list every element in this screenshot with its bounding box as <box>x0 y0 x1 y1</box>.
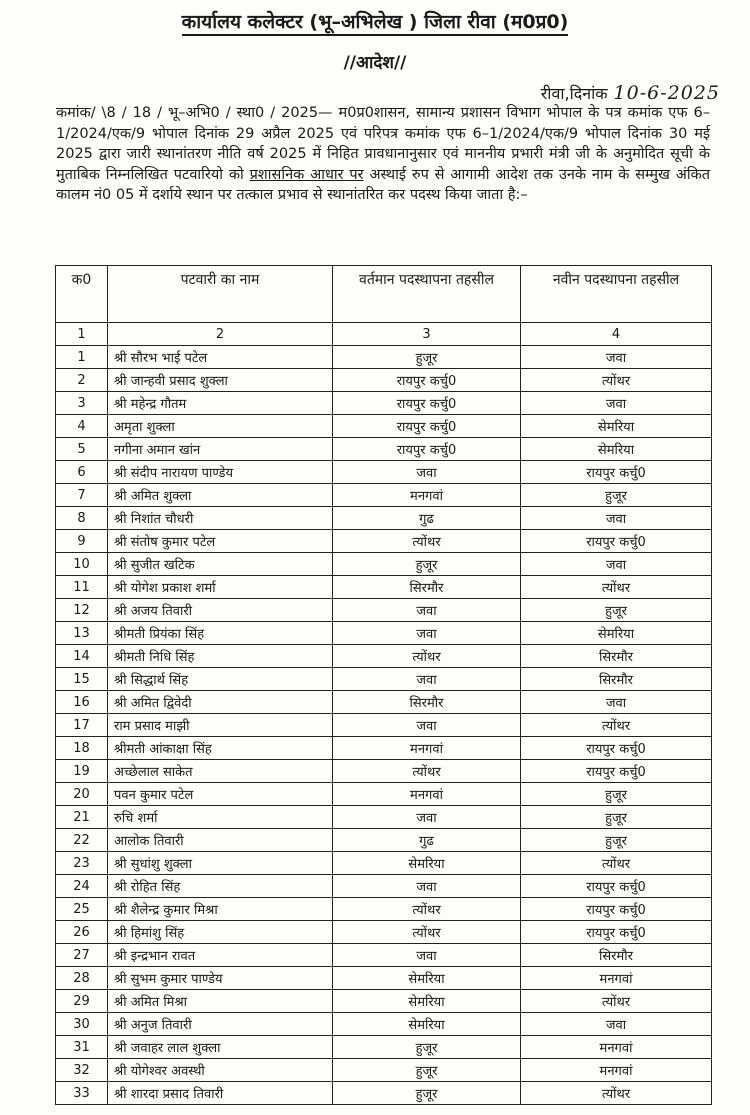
row-name: श्री अमित मिश्रा <box>108 990 333 1013</box>
row-sr: 20 <box>56 783 108 806</box>
row-new-tehsil: सिरमौर <box>521 645 712 668</box>
row-current-tehsil: रायपुर कर्चु0 <box>333 438 521 461</box>
row-new-tehsil: रायपुर कर्चु0 <box>521 760 712 783</box>
col-number: 1 <box>56 323 108 346</box>
row-sr: 10 <box>56 553 108 576</box>
col-number: 3 <box>333 323 521 346</box>
row-name: श्री शैलेन्द्र कुमार मिश्रा <box>108 898 333 921</box>
table-row <box>56 392 712 415</box>
row-current-tehsil: रायपुर कर्चु0 <box>333 369 521 392</box>
row-sr: 17 <box>56 714 108 737</box>
table-row <box>56 599 712 622</box>
row-sr: 3 <box>56 392 108 415</box>
office-title <box>0 8 750 34</box>
row-current-tehsil: सिरमौर <box>333 691 521 714</box>
row-name: श्री जवाहर लाल शुक्ला <box>108 1036 333 1059</box>
row-sr: 5 <box>56 438 108 461</box>
row-current-tehsil: गुढ <box>333 507 521 530</box>
row-name: नगीना अमान खांन <box>108 438 333 461</box>
table-row <box>56 645 712 668</box>
row-new-tehsil: जवा <box>521 507 712 530</box>
row-new-tehsil: मनगवां <box>521 967 712 990</box>
row-name: श्री सुधांशु शुक्ला <box>108 852 333 875</box>
table-row <box>56 806 712 829</box>
row-sr: 12 <box>56 599 108 622</box>
row-new-tehsil: त्योंथर <box>521 852 712 875</box>
row-current-tehsil: हुजूर <box>333 1059 521 1082</box>
row-sr: 8 <box>56 507 108 530</box>
row-name: श्री रोहित सिंह <box>108 875 333 898</box>
row-current-tehsil: सेमरिया <box>333 852 521 875</box>
row-new-tehsil: जवा <box>521 346 712 369</box>
order-heading: //आदेश// <box>343 53 407 73</box>
column-number-row <box>56 323 712 346</box>
table-row <box>56 1036 712 1059</box>
row-current-tehsil: त्योंथर <box>333 760 521 783</box>
row-new-tehsil: रायपुर कर्चु0 <box>521 875 712 898</box>
row-current-tehsil: त्योंथर <box>333 921 521 944</box>
row-sr: 33 <box>56 1082 108 1105</box>
row-current-tehsil: हुजूर <box>333 1036 521 1059</box>
row-sr: 30 <box>56 1013 108 1036</box>
row-name: श्री अनुज तिवारी <box>108 1013 333 1036</box>
row-current-tehsil: त्योंथर <box>333 645 521 668</box>
row-name: श्री सुभम कुमार पाण्डेय <box>108 967 333 990</box>
row-name: श्री अजय तिवारी <box>108 599 333 622</box>
table-row <box>56 714 712 737</box>
row-sr: 28 <box>56 967 108 990</box>
row-new-tehsil: जवा <box>521 553 712 576</box>
table-row <box>56 1059 712 1082</box>
date-handwritten: 10-6-2025 <box>613 82 720 104</box>
row-name: श्री अमित द्विवेदी <box>108 691 333 714</box>
table-row <box>56 553 712 576</box>
table-row <box>56 737 712 760</box>
row-name: श्री योगेश्वर अवस्थी <box>108 1059 333 1082</box>
order-text-part2: अस्थाई रुप से आगामी आदेश तक उनके नाम के सम्मुख अंकित कालम नं0 05 में दर्शाये स्थान पर तत्काल प्रभाव से स्थानांतरित कर पदस्थ किया जाता है:– <box>56 166 711 203</box>
row-sr: 29 <box>56 990 108 1013</box>
row-name: श्री सुजीत खटिक <box>108 553 333 576</box>
table-row <box>56 530 712 553</box>
row-sr: 14 <box>56 645 108 668</box>
row-name: श्री इन्द्रभान रावत <box>108 944 333 967</box>
row-new-tehsil: मनगवां <box>521 1036 712 1059</box>
table-header-row <box>56 266 712 323</box>
row-current-tehsil: हुजूर <box>333 1082 521 1105</box>
row-name: श्री सौरभ भाई पटेल <box>108 346 333 369</box>
row-new-tehsil: रायपुर कर्चु0 <box>521 461 712 484</box>
row-current-tehsil: गुढ <box>333 829 521 852</box>
row-name: श्री निशांत चौधरी <box>108 507 333 530</box>
row-sr: 2 <box>56 369 108 392</box>
row-name: श्री महेन्द्र गौतम <box>108 392 333 415</box>
row-new-tehsil: मनगवां <box>521 1059 712 1082</box>
table-row <box>56 668 712 691</box>
row-current-tehsil: जवा <box>333 461 521 484</box>
row-sr: 9 <box>56 530 108 553</box>
table-row <box>56 967 712 990</box>
table-row <box>56 783 712 806</box>
row-name: श्री सिद्धार्थ सिंह <box>108 668 333 691</box>
col-header-name: पटवारी का नाम <box>108 266 333 323</box>
row-name: अमृता शुक्ला <box>108 415 333 438</box>
col-number: 2 <box>108 323 333 346</box>
row-name: श्री जान्हवी प्रसाद शुक्ला <box>108 369 333 392</box>
row-current-tehsil: हुजूर <box>333 553 521 576</box>
dateline <box>541 82 720 104</box>
row-name: पवन कुमार पटेल <box>108 783 333 806</box>
row-current-tehsil: जवा <box>333 668 521 691</box>
row-new-tehsil: त्योंथर <box>521 714 712 737</box>
row-current-tehsil: मनगवां <box>333 783 521 806</box>
row-sr: 15 <box>56 668 108 691</box>
row-new-tehsil: रायपुर कर्चु0 <box>521 921 712 944</box>
row-sr: 16 <box>56 691 108 714</box>
transfer-table <box>55 265 712 1105</box>
office-title-text: कार्यालय कलेक्टर (भू–अभिलेख ) जिला रीवा (म0प्र0) <box>182 11 569 36</box>
row-new-tehsil: सेमरिया <box>521 415 712 438</box>
table-row <box>56 461 712 484</box>
table-row <box>56 760 712 783</box>
row-name: श्रीमती प्रियंका सिंह <box>108 622 333 645</box>
table-row <box>56 990 712 1013</box>
row-new-tehsil: त्योंथर <box>521 369 712 392</box>
table-row <box>56 898 712 921</box>
row-sr: 27 <box>56 944 108 967</box>
table-body <box>56 346 712 1105</box>
row-new-tehsil: हुजूर <box>521 484 712 507</box>
row-current-tehsil: त्योंथर <box>333 898 521 921</box>
row-current-tehsil: हुजूर <box>333 346 521 369</box>
row-sr: 1 <box>56 346 108 369</box>
date-label: रीवा,दिनांक <box>540 84 608 103</box>
col-number: 4 <box>521 323 712 346</box>
table-row <box>56 346 712 369</box>
table-row <box>56 1082 712 1105</box>
row-sr: 11 <box>56 576 108 599</box>
row-sr: 13 <box>56 622 108 645</box>
row-name: आलोक तिवारी <box>108 829 333 852</box>
row-new-tehsil: रायपुर कर्चु0 <box>521 898 712 921</box>
row-name: रुचि शर्मा <box>108 806 333 829</box>
table-row <box>56 369 712 392</box>
row-new-tehsil: जवा <box>521 1013 712 1036</box>
row-current-tehsil: सेमरिया <box>333 967 521 990</box>
row-current-tehsil: जवा <box>333 944 521 967</box>
row-name: श्री योगेश प्रकाश शर्मा <box>108 576 333 599</box>
row-current-tehsil: मनगवां <box>333 484 521 507</box>
row-name: श्री हिमांशु सिंह <box>108 921 333 944</box>
row-sr: 7 <box>56 484 108 507</box>
row-name: राम प्रसाद माझी <box>108 714 333 737</box>
order-paragraph <box>56 103 710 206</box>
row-current-tehsil: मनगवां <box>333 737 521 760</box>
row-sr: 24 <box>56 875 108 898</box>
row-new-tehsil: सिरमौर <box>521 668 712 691</box>
row-new-tehsil: हुजूर <box>521 599 712 622</box>
table-row <box>56 438 712 461</box>
row-sr: 31 <box>56 1036 108 1059</box>
row-current-tehsil: जवा <box>333 599 521 622</box>
row-current-tehsil: रायपुर कर्चु0 <box>333 392 521 415</box>
row-new-tehsil: हुजूर <box>521 806 712 829</box>
row-current-tehsil: सेमरिया <box>333 990 521 1013</box>
row-sr: 23 <box>56 852 108 875</box>
table-row <box>56 829 712 852</box>
row-current-tehsil: जवा <box>333 806 521 829</box>
table-row <box>56 944 712 967</box>
row-new-tehsil: हुजूर <box>521 829 712 852</box>
table-row <box>56 507 712 530</box>
col-header-new: नवीन पदस्थापना तहसील <box>521 266 712 323</box>
row-name: श्री शारदा प्रसाद तिवारी <box>108 1082 333 1105</box>
row-name: श्रीमती आंकाक्षा सिंह <box>108 737 333 760</box>
col-header-sr: क0 <box>56 266 108 323</box>
row-sr: 32 <box>56 1059 108 1082</box>
row-name: श्री संदीप नारायण पाण्डेय <box>108 461 333 484</box>
row-new-tehsil: जवा <box>521 392 712 415</box>
table-row <box>56 921 712 944</box>
order-text-part1: कमांक/ \8 / 18 / भू–अभि0 / स्था0 / 2025— म0प्र0शासन, सामान्य प्रशासन विभाग भोपाल के पत्र कमांक एफ 6–1/2024/एक/9 भोपाल दिनांक 29 अप्रैल 2025 एवं परिपत्र कमांक एफ 6–1/2024/एक/9 भोपाल दिनांक 30 मई 2025 द्वारा जारी स्थानांतरण नीति वर्ष 2025 में निहित प्रावधानानुसार एवं माननीय प्रभारी मंत्री जी के अनुमोदित सूची के मुताबिक निम्नलिखित पटवारियो को <box>56 105 710 183</box>
row-new-tehsil: जवा <box>521 691 712 714</box>
row-current-tehsil: रायपुर कर्चु0 <box>333 415 521 438</box>
table-row <box>56 622 712 645</box>
col-header-current: वर्तमान पदस्थापना तहसील <box>333 266 521 323</box>
row-new-tehsil: त्योंथर <box>521 1082 712 1105</box>
row-new-tehsil: रायपुर कर्चु0 <box>521 737 712 760</box>
row-new-tehsil: रायपुर कर्चु0 <box>521 530 712 553</box>
row-name: श्रीमती निधि सिंह <box>108 645 333 668</box>
row-name: श्री अमित शुक्ला <box>108 484 333 507</box>
table-row <box>56 875 712 898</box>
row-sr: 21 <box>56 806 108 829</box>
row-current-tehsil: सिरमौर <box>333 576 521 599</box>
row-new-tehsil: त्योंथर <box>521 576 712 599</box>
row-new-tehsil: सेमरिया <box>521 438 712 461</box>
row-current-tehsil: त्योंथर <box>333 530 521 553</box>
table-row <box>56 852 712 875</box>
table-row <box>56 691 712 714</box>
row-current-tehsil: जवा <box>333 714 521 737</box>
table-row <box>56 484 712 507</box>
table-row <box>56 1013 712 1036</box>
row-current-tehsil: जवा <box>333 622 521 645</box>
row-name: श्री संतोष कुमार पटेल <box>108 530 333 553</box>
table-row <box>56 576 712 599</box>
row-new-tehsil: सिरमौर <box>521 944 712 967</box>
row-sr: 26 <box>56 921 108 944</box>
row-sr: 25 <box>56 898 108 921</box>
row-current-tehsil: सेमरिया <box>333 1013 521 1036</box>
row-sr: 4 <box>56 415 108 438</box>
row-new-tehsil: हुजूर <box>521 783 712 806</box>
table-row <box>56 415 712 438</box>
row-current-tehsil: जवा <box>333 875 521 898</box>
row-sr: 22 <box>56 829 108 852</box>
row-new-tehsil: त्योंथर <box>521 990 712 1013</box>
row-sr: 6 <box>56 461 108 484</box>
order-text-underlined: प्रशासनिक आधार पर <box>249 166 364 183</box>
row-sr: 18 <box>56 737 108 760</box>
row-sr: 19 <box>56 760 108 783</box>
row-name: अच्छेलाल साकेत <box>108 760 333 783</box>
row-new-tehsil: सेमरिया <box>521 622 712 645</box>
